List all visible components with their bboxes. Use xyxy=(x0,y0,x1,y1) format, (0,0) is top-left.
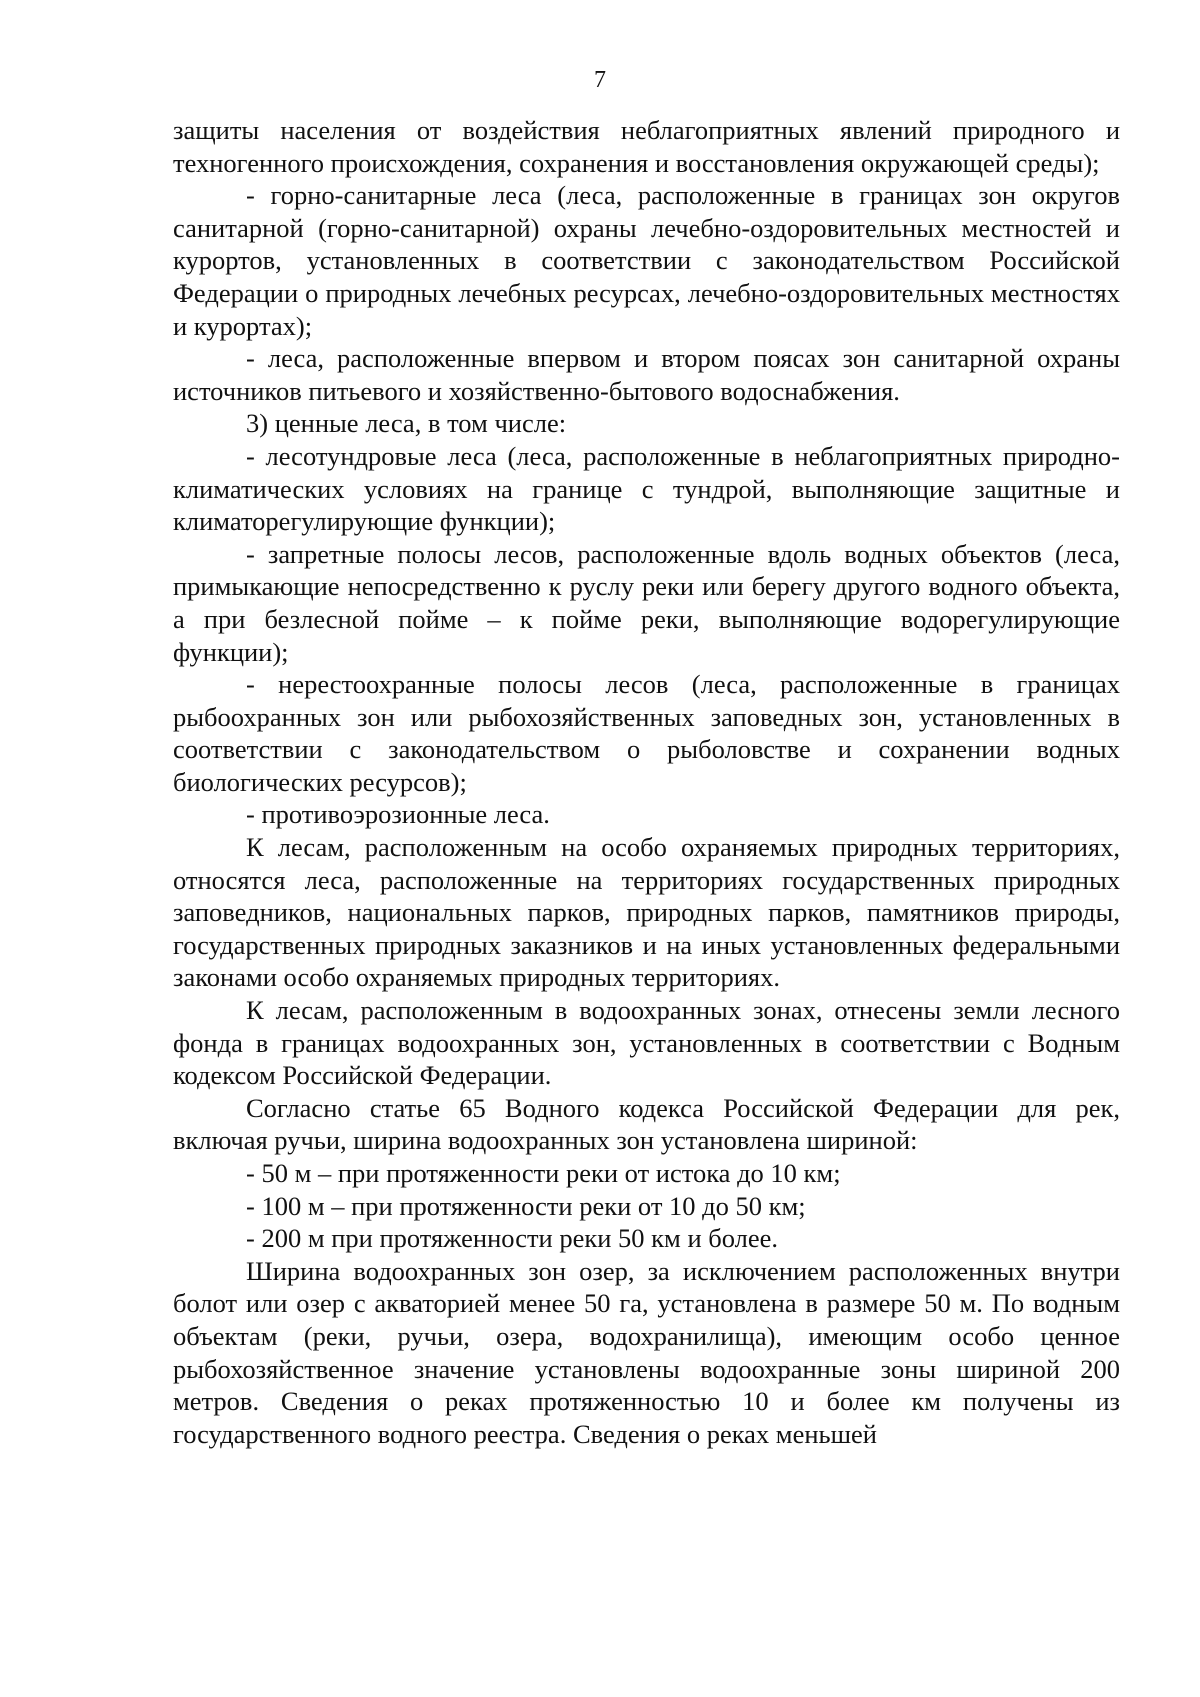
paragraph: - 50 м – при протяженности реки от истока до 10 км; xyxy=(246,1158,841,1188)
paragraph: Ширина водоохранных зон озер, за исключением расположенных внутри болот или озер с акваторией менее 50 га, установлена в размере 50 м. По водным объектам (реки, ручьи, озера, водохранилища), имеющим особо ценное рыбохозяйственное значение установлены водоохранные зоны шириной 200 метров. Сведения о реках протяженностью 10 и более км получены из государственного водного реестра. Сведения о реках меньшей xyxy=(173,1255,1120,1449)
paragraph: - лесотундровые леса (леса, расположенные в неблагоприятных природно-климатических условиях на границе с тундрой, выполняющие защитные и климаторегулирующие функции); xyxy=(173,440,1120,537)
paragraph: - 200 м при протяженности реки 50 км и более. xyxy=(246,1223,779,1254)
paragraph: Согласно статье 65 Водного кодекса Российской Федерации для рек, включая ручьи, ширина водоохранных зон установлена шириной: xyxy=(173,1092,1120,1156)
paragraph: - противоэрозионные леса. xyxy=(246,799,550,830)
paragraph: К лесам, расположенным на особо охраняемых природных территориях, относятся леса, расположенные на территориях государственных природных заповедников, национальных парков, природных парков, памятников природы, государственных природных заказников и на иных установленных федеральными законами особо охраняемых природных территориях. xyxy=(173,832,1120,993)
paragraph: - нерестоохранные полосы лесов (леса, расположенные в границах рыбоохранных зон или рыбохозяйственных заповедных зон, установленных в соответствии с законодательством о рыболовстве и сохранении водных биологических ресурсов); xyxy=(173,669,1120,797)
paragraph: - горно-санитарные леса (леса, расположенные в границах зон округов санитарной (горно-санитарной) охраны лечебно-оздоровительных местностей и курортов, установленных в соответствии с законодательством Российской Федерации о природных лечебных ресурсах, лечебно-оздоровительных местностях и курортах); xyxy=(173,180,1120,341)
paragraph: защиты населения от воздействия неблагоприятных явлений природного и техногенного происхождения, сохранения и восстановления окружающей среды); xyxy=(173,115,1120,178)
page-number: 7 xyxy=(594,67,606,93)
paragraph: - запретные полосы лесов, расположенные вдоль водных объектов (леса, примыкающие непосредственно к руслу реки или берегу другого водного объекта, а при безлесной пойме – к пойме реки, выполняющие водорегулирующие функции); xyxy=(173,538,1120,667)
paragraph: - 100 м – при протяженности реки от 10 до 50 км; xyxy=(246,1190,806,1221)
document-body xyxy=(173,114,1120,1450)
paragraph: - леса, расположенные впервом и втором поясах зон санитарной охраны источников питьевого и хозяйственно-бытового водоснабжения. xyxy=(173,343,1120,406)
paragraph: 3) ценные леса, в том числе: xyxy=(246,408,567,439)
paragraph: К лесам, расположенным в водоохранных зонах, отнесены земли лесного фонда в границах водоохранных зон, установленных в соответствии с Водным кодексом Российской Федерации. xyxy=(173,995,1120,1091)
